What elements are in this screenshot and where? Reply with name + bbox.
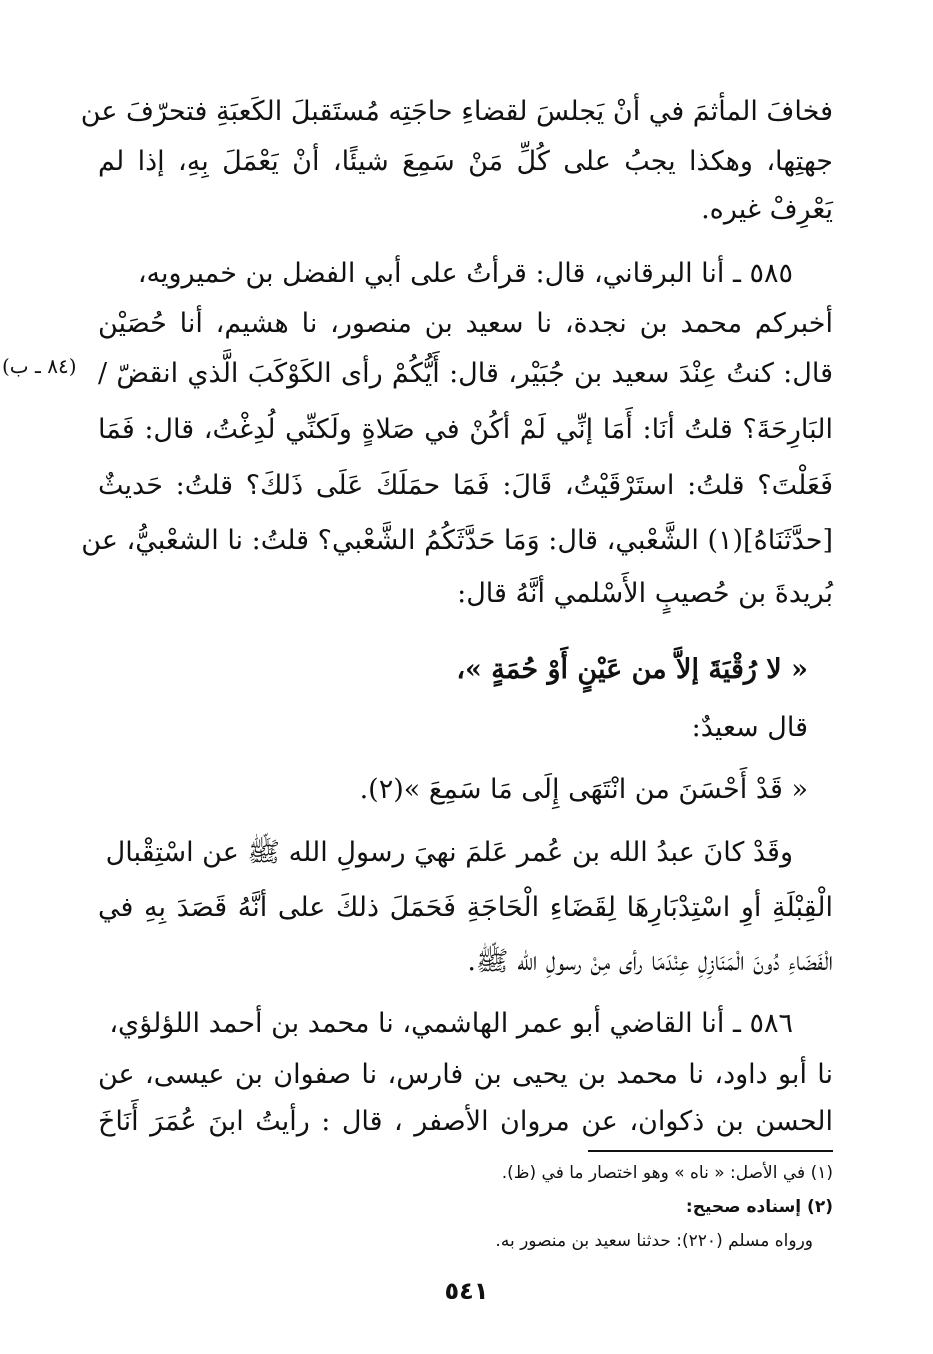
body-line-1: فخافَ المأثمَ في أنْ يَجلسَ لقضاءِ حاجَتِه مُستَقبلَ الكَعبَةِ فتحرّفَ عن	[80, 96, 833, 127]
manuscript-folio-note: (٨٤ ـ ب)	[2, 354, 77, 378]
body-line-10: بُريدةَ بن حُصيبٍ الأَسْلمي أنَّهُ قال:	[457, 578, 833, 609]
body-line-12: قال سعيدٌ:	[691, 712, 808, 743]
footnote-2-detail: ورواه مسلم (٢٢٠): حدثنا سعيد بن منصور به.	[495, 1231, 813, 1251]
hadith-586-line-1	[98, 1004, 833, 1044]
footnote-1: (١) في الأصل: « ناه » وهو اختصار ما في (ظ).	[501, 1163, 833, 1183]
page-number: ٥٤١	[444, 1277, 489, 1305]
hadith-586-text: ٥٨٦ ـ أنا القاضي أبو عمر الهاشمي، نا محمد بن أحمد اللؤلؤي،	[109, 1008, 793, 1039]
footnote-2: (٢) إسناده صحيح:	[685, 1197, 833, 1217]
body-line-6: قال: كنتُ عِنْدَ سعيد بن جُبَيْر، قال: أَيُّكُمْ رأى الكَوْكَبَ الَّذي انقضّ /	[98, 358, 833, 389]
body-line-16: الْفَضَاءِ دُونَ الْمَنَازِلِ عِنْدَمَا رأى مِنْ رسولِ الله ﷺ.	[467, 946, 833, 977]
body-line-5: أخبركم محمد بن نجدة، نا سعيد بن منصور، نا هشيم، أنا حُصَيْن	[98, 308, 833, 339]
hadith-585-line-1	[98, 254, 833, 294]
hadith-quote: « لا رُقْيَةَ إلاَّ من عَيْنٍ أَوْ حُمَةٍ »،	[456, 654, 808, 685]
body-line-2: جهتِها، وهكذا يجبُ على كُلِّ مَنْ سَمِعَ شيئًا، أنْ يَعْمَلَ بِهِ، إذا لم	[98, 146, 833, 177]
footnote-divider	[588, 1150, 833, 1152]
body-line-19: الحسن بن ذكوان، عن مروان الأصفر ، قال : رأيتُ ابنَ عُمَرَ أَنَاخَ	[98, 1106, 833, 1137]
body-line-14	[98, 833, 833, 873]
saeed-quote: « قَدْ أَحْسَنَ من انْتَهَى إِلَى مَا سَمِعَ »(٢).	[359, 774, 808, 805]
body-line-14-text: وقَدْ كانَ عبدُ الله بن عُمر عَلمَ نهيَ رسولِ الله ﷺ عن اسْتِقْبال	[105, 837, 793, 868]
body-line-18: نا أبو داود، نا محمد بن يحيى بن فارس، نا صفوان بن عيسى، عن	[98, 1059, 833, 1090]
body-line-3: يَعْرِفْ غيره.	[701, 194, 833, 225]
hadith-585-text: ٥٨٥ ـ أنا البرقاني، قال: قرأتُ على أبي الفضل بن خميرويه،	[137, 258, 793, 289]
body-line-8: فَعَلْتَ؟ قلتُ: استَرْقَيْتُ، قَالَ: فَمَا حمَلَكَ عَلَى ذَلكَ؟ قلتُ: حَديثٌ	[98, 470, 833, 501]
body-line-7: البَارِحَةَ؟ قلتُ أنَا: أَمَا إنِّي لَمْ أكُنْ في صَلاةٍ ولَكنِّي لُدِغْتُ، قال: فَمَا	[98, 414, 833, 445]
body-line-15: الْقِبْلَةِ أوِ اسْتِدْبَارِهَا لِقَضَاءِ الْحَاجَةِ فَحَمَلَ ذلكَ على أنَّهُ قَصَدَ بِهِ في	[98, 892, 833, 923]
body-line-9: [حدَّثَنَاهُ](١) الشَّعْبي، قال: وَمَا حَدَّثَكُمُ الشَّعْبي؟ قلتُ: نا الشعْبيُّ، عن	[81, 525, 833, 556]
